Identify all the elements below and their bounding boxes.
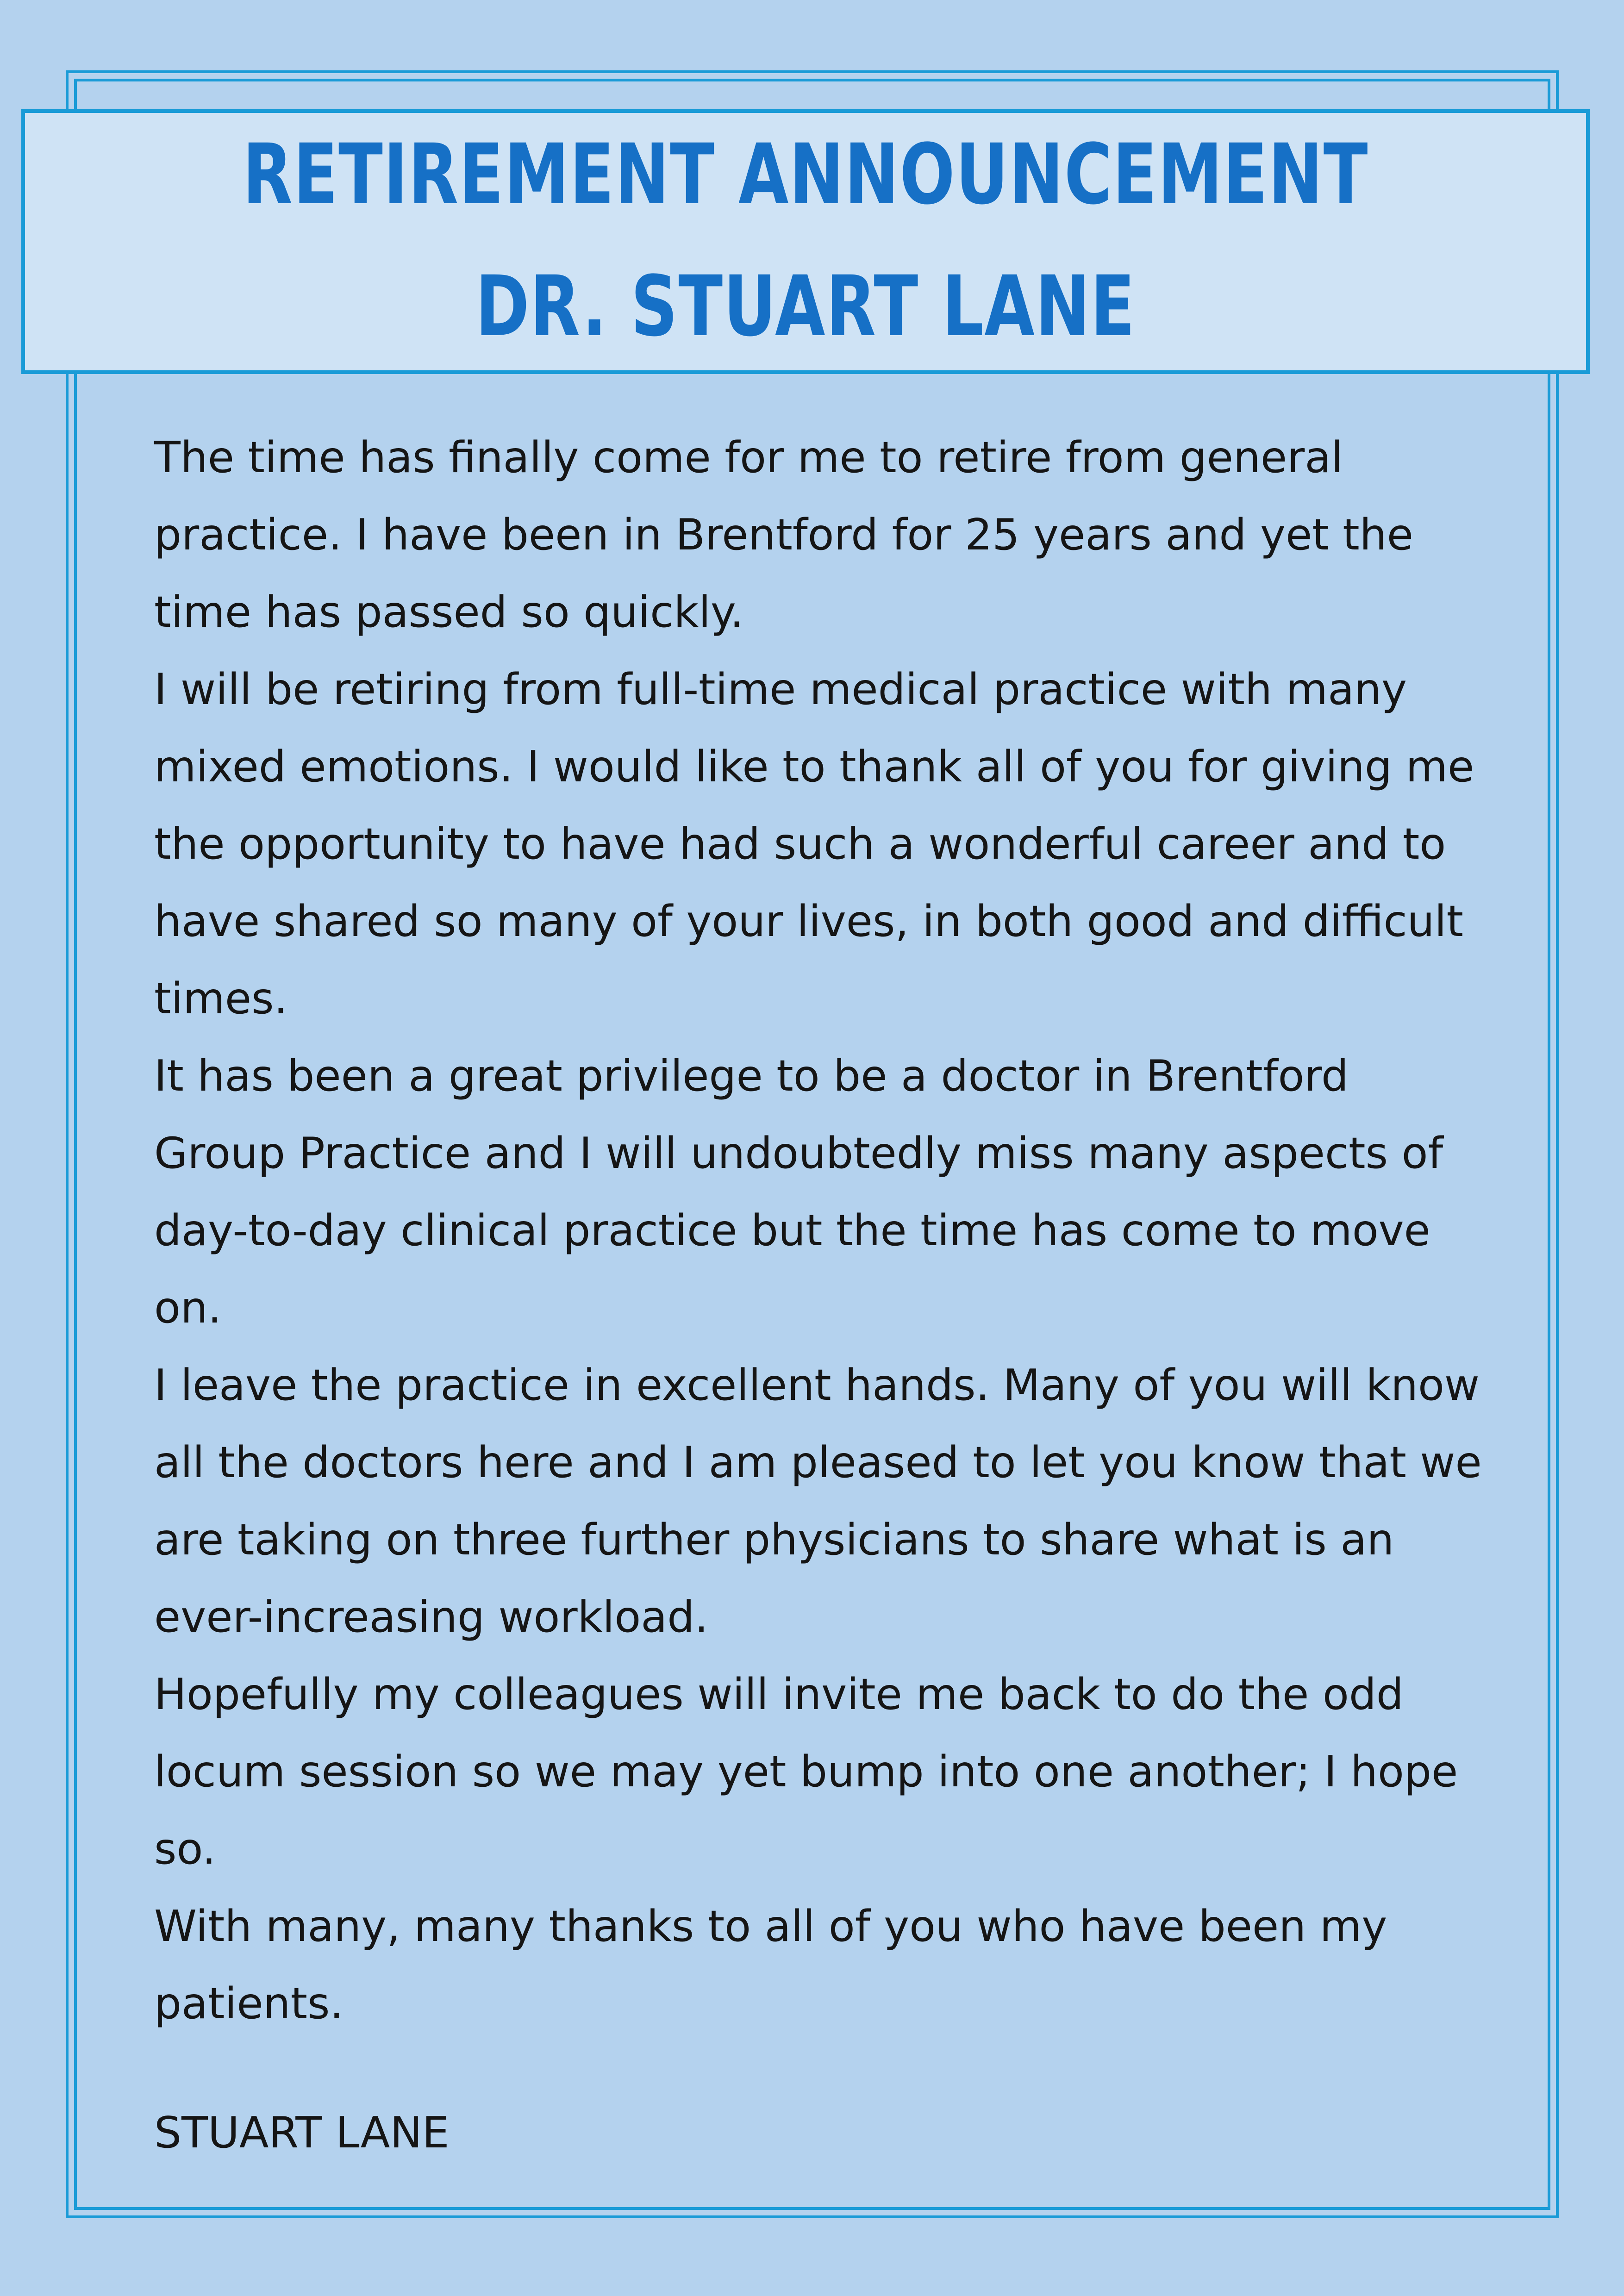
paragraph-locum: Hopefully my colleagues will invite me back to do the odd locum session so we may yet bump into one another; I hope so.: [154, 1669, 1458, 1874]
title-banner: [21, 109, 1590, 374]
paragraph-privilege: It has been a great privilege to be a doctor in Brentford Group Practice and I will undoubtedly miss many aspects of day-to-day clinical practice but the time has come to move on.: [154, 1051, 1443, 1333]
paragraph-practice-hands: I leave the practice in excellent hands. Many of you will know all the doctors here and I am pleased to let you know that we are taking on three further physicians to share what is an ever-increasing workload.: [154, 1360, 1482, 1642]
announcement-body: [154, 419, 1487, 2042]
paragraph-thanks: I will be retiring from full-time medical practice with many mixed emotions. I would like to thank all of you for giving me the opportunity to have had such a wonderful career and to have shared so many of your lives, in both good and difficult times.: [154, 664, 1474, 1023]
paragraph-retirement: The time has finally come for me to retire from general practice. I have been in Brentford for 25 years and yet the time has passed so quickly.: [154, 432, 1413, 637]
paragraph-closing: With many, many thanks to all of you who have been my patients.: [154, 1901, 1387, 2028]
doctor-name-title: DR. STUART LANE: [475, 258, 1136, 355]
signature-name: STUART LANE: [154, 2108, 450, 2158]
announcement-title: RETIREMENT ANNOUNCEMENT: [242, 126, 1369, 223]
